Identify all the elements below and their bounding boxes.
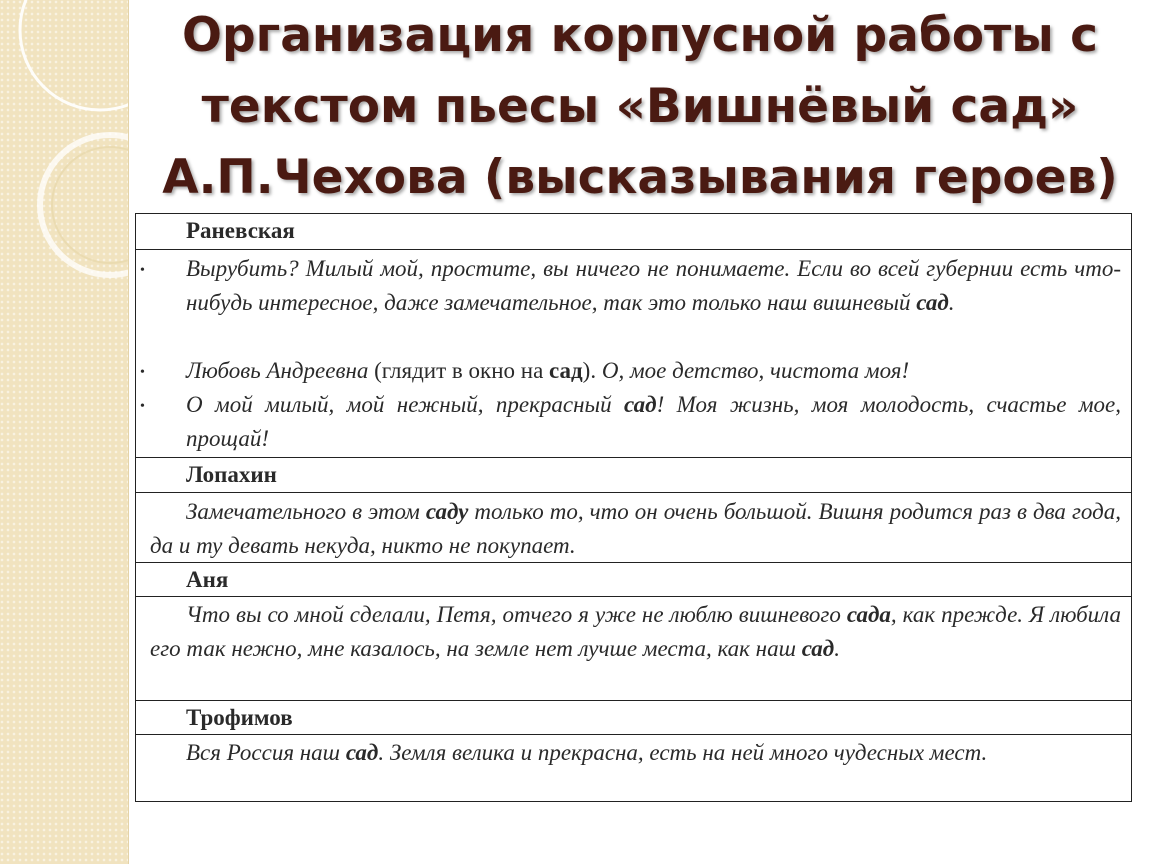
row-header-anya [136, 563, 1131, 597]
title-line-1: Организация корпусной работы с [182, 8, 1098, 63]
character-name: Аня [186, 567, 229, 592]
bullet-icon: • [140, 399, 145, 414]
bullet-icon: • [140, 365, 145, 380]
row-header-ranevskaya [136, 214, 1131, 250]
slide-title [140, 0, 1140, 213]
row-header-lopakhin [136, 458, 1131, 493]
row-quotes-ranevskaya [136, 250, 1131, 458]
title-line-3: А.П.Чехова (высказывания героев) [162, 150, 1118, 205]
bullet-icon: • [140, 263, 145, 278]
row-quotes-anya [136, 597, 1131, 701]
quote-ranevskaya-3: О мой милый, мой нежный, прекрасный сад! Моя жизнь, моя молодость, счастье мое, прощай! [186, 392, 1122, 451]
title-line-2: текстом пьесы «Вишнёвый сад» [201, 79, 1079, 134]
decorative-rings [0, 0, 128, 864]
row-header-trofimov [136, 701, 1131, 735]
row-quotes-trofimov [136, 735, 1131, 801]
quote-trofimov: Вся Россия наш сад. Земля велика и прекрасна, есть на ней много чудесных мест. [186, 740, 988, 765]
decorative-side-strip [0, 0, 129, 864]
quote-ranevskaya-1: Вырубить? Милый мой, простите, вы ничего не понимаете. Если во всей губернии есть что-нибудь интересное, даже замечательное, так это только наш вишневый сад. [186, 256, 1121, 315]
quote-lopakhin: Замечательного в этом саду только то, что он очень большой. Вишня родится раз в два года, да и ту девать некуда, никто не покупает. [150, 499, 1121, 558]
quote-anya: Что вы со мной сделали, Петя, отчего я уже не люблю вишневого сада, как прежде. Я любила его так нежно, мне казалось, на земле нет лучше места, как наш сад. [150, 602, 1121, 661]
quote-ranevskaya-2: Любовь Андреевна (глядит в окно на сад). О, мое детство, чистота моя! [186, 358, 910, 383]
row-quotes-lopakhin [136, 493, 1131, 563]
character-name: Трофимов [186, 705, 293, 730]
character-name: Раневская [186, 218, 295, 243]
character-name: Лопахин [186, 462, 277, 487]
quotes-table [135, 213, 1132, 802]
